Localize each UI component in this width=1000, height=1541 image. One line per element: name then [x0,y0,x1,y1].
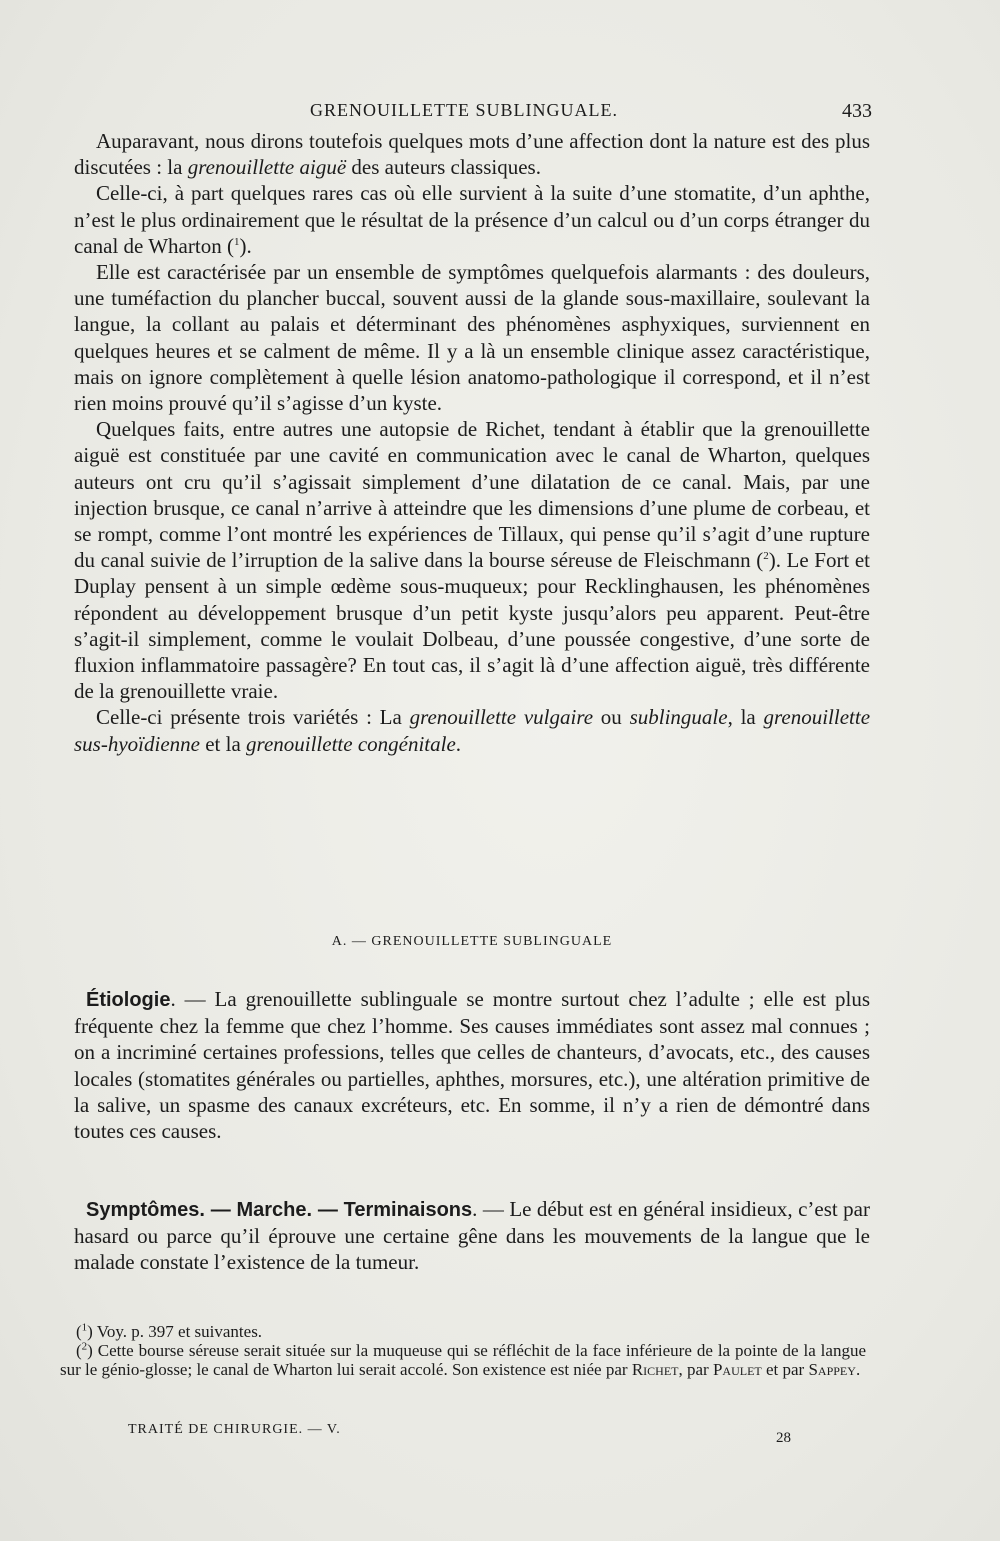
main-text [74,128,870,757]
signature-mark: 28 [776,1430,791,1446]
symptomes-label: Symptômes. — Marche. — Terminaisons [86,1199,473,1221]
page-header [310,96,872,126]
section-heading: A. — GRENOUILLETTE SUBLINGUALE [331,934,613,949]
footnote-ref-2: 2 [763,550,769,563]
page-number: 433 [842,100,872,122]
paragraph-2: Celle-ci, à part quelques rares cas où elle survient à la suite d’une stomatite, d’un aphthe, n’est le plus ordinairement que le résultat de la présence d’un calcul ou d’un corps étranger du canal de Wharton ($^1$). [74,181,870,258]
footnotes [60,1322,866,1379]
etiologie-paragraph: Étiologie. — La grenouillette sublinguale se montre surtout chez l’adulte ; elle est plus fréquente chez la femme que chez l’homme. Ses causes immédiates sont assez mal connues ; on a incriminé certaines professions, telles que celles de chanteurs, d’avocats, etc., des causes locales (stomatites générales ou partielles, aphthes, morsures, etc.), une altération primitive de la salive, un spasme des canaux excréteurs, etc. En somme, il n’y a rien de démontré dans toutes ces causes. [74,987,870,1144]
footnote-2: ($^2$) Cette bourse séreuse serait située sur la muqueuse qui se réfléchit de la face inférieure de la pointe de la langue sur le génio-glosse; le canal de Wharton lui serait accolé. Son existence est niée par Richet, par Paulet et par Sappey. [60,1340,866,1379]
term-grenouillette-aigue: grenouillette aiguë [187,155,347,180]
etiologie-section [74,986,870,1144]
footnote-ref-1: 1 [233,235,240,248]
symptomes-paragraph: Symptômes. — Marche. — Terminaisons. — Le début est en général insidieux, c’est par hasard ou parce qu’il éprouve une certaine gêne dans les mouvements de la langue que le malade constate l’existence de la tumeur. [74,1197,870,1275]
running-title: GRENOUILLETTE SUBLINGUALE. [310,100,618,120]
symptomes-section [74,1196,870,1276]
paragraph-3: Elle est caractérisée par un ensemble de symptômes quelquefois alarmants : des douleurs, une tuméfaction du plancher buccal, souvent aussi de la glande sous-maxillaire, soulevant la langue, la collant au palais et déterminant des phénomènes asphyxiques, surviennent en quelques heures et se calment de même. Il y a là un ensemble clinique assez caractéristique, mais on ignore complètement à quelle lésion anatomo-pathologique il correspond, et il n’est rien moins prouvé qu’il s’agisse d’un kyste. [74,260,870,416]
paragraph-4: Quelques faits, entre autres une autopsie de Richet, tendant à établir que la grenouillette aiguë est constituée par une cavité en communication avec le canal de Wharton, quelques auteurs ont cru qu’il s’agissait simplement d’une dilatation de ce canal. Mais, par une injection brusque, ce canal n’arrive à atteindre que les dimensions d’une plume de corbeau, et se rompt, comme l’ont montré les expériences de Tillaux, qui pense qu’il s’agit d’une rupture du canal suivie de l’irruption de la salive dans la bourse séreuse de Fleischmann ($^2$). Le Fort et Duplay pensent à un simple œdème sous-muqueux; pour Recklinghausen, les phénomènes répondent au développement brusque d’un petit kyste jusqu’alors peu apparent. Peut-être s’agit-il simplement, comme le voulait Dolbeau, d’une poussée congestive, d’une sorte de fluxion inflammatoire passagère? En tout cas, il s’agit là d’une affection aiguë, très différente de la grenouillette vraie. [74,417,871,704]
footnote-1: ($^1$) Voy. p. 397 et suivantes. [76,1321,263,1341]
etiologie-label: Étiologie [86,989,171,1011]
paragraph-1: Auparavant, nous dirons toutefois quelques mots d’une affection dont la nature est des plus discutées : la grenouillette aiguë des auteurs classiques. [74,129,870,180]
paragraph-5: Celle-ci présente trois variétés : La grenouillette vulgaire ou sublinguale, la grenouillette sus-hyoïdienne et la grenouillette congénitale. [74,705,871,756]
book-title-footer: TRAITÉ DE CHIRURGIE. — V. [128,1422,341,1437]
